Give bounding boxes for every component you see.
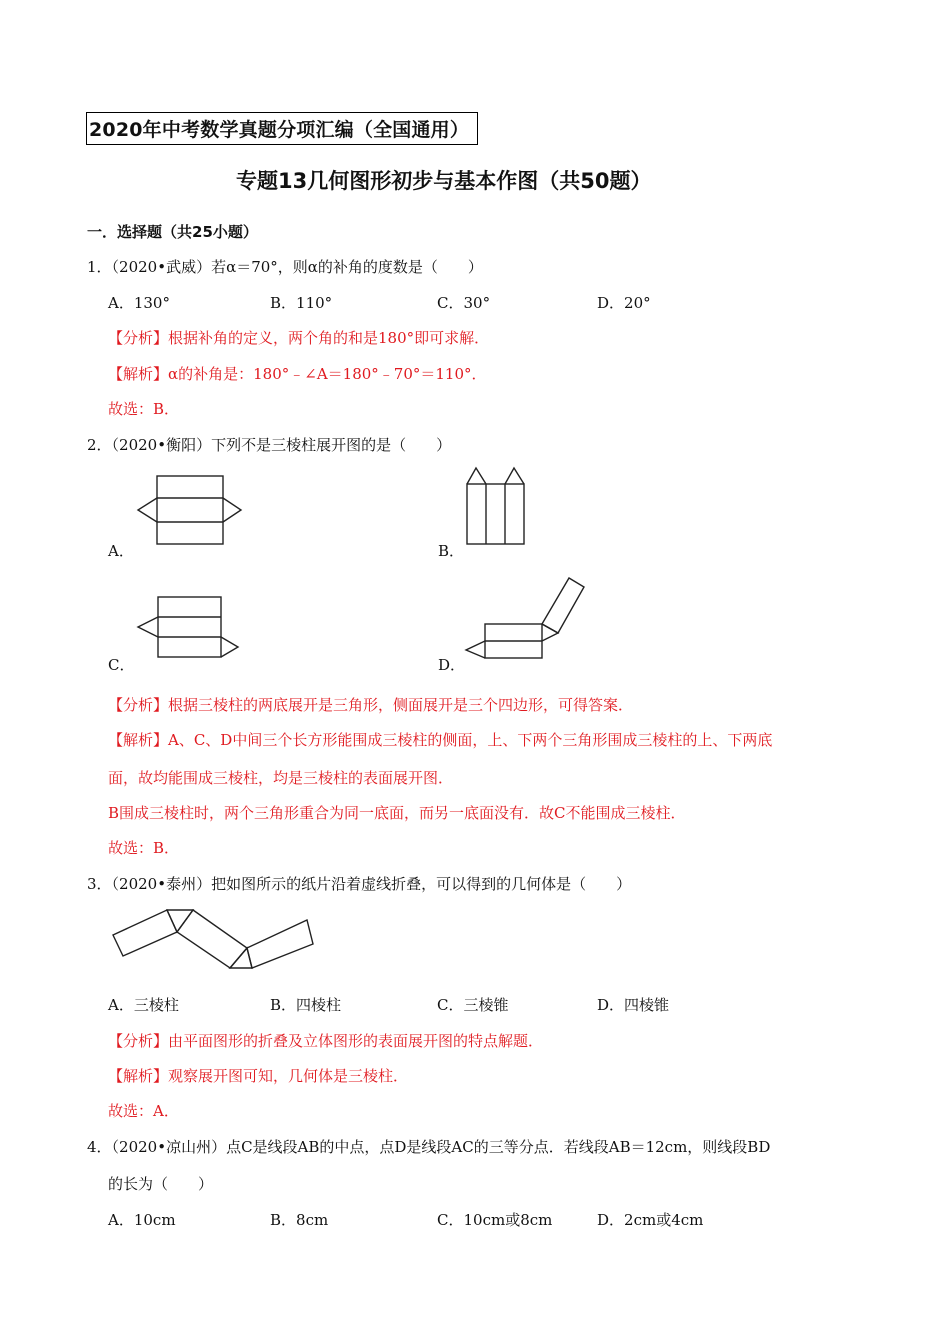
q2-analysis: 【分析】根据三棱柱的两底展开是三角形，侧面展开是三个四边形，可得答案． <box>108 696 634 714</box>
q4-stem-line2: 的长为（ ） <box>108 1175 214 1193</box>
q1-option-b: B．110° <box>270 294 333 312</box>
q2-option-b: B． <box>438 542 465 560</box>
q1-answer: 故选：B． <box>108 400 180 418</box>
q1-solution: 【解析】α的补角是：180°﹣∠A＝180°﹣70°＝110°． <box>108 365 487 383</box>
q2-option-d: D． <box>438 656 466 674</box>
q4-option-d: D．2cm或4cm <box>597 1211 704 1229</box>
q1-option-d: D．20° <box>597 294 651 312</box>
q3-analysis: 【分析】由平面图形的折叠及立体图形的表面展开图的特点解题． <box>108 1032 544 1050</box>
series-title: 2020年中考数学真题分项汇编（全国通用） <box>89 119 470 141</box>
q2-figure-c <box>130 590 250 670</box>
q2-solution-line3: B围成三棱柱时，两个三角形重合为同一底面，而另一底面没有．故C不能围成三棱柱． <box>108 804 686 822</box>
topic-title: 专题13几何图形初步与基本作图（共50题） <box>236 169 652 193</box>
q2-option-a: A． <box>108 542 134 560</box>
q3-option-a: A．三棱柱 <box>108 996 179 1014</box>
q3-folding-figure <box>105 902 325 982</box>
q3-option-c: C．三棱锥 <box>437 996 509 1014</box>
q3-answer: 故选：A． <box>108 1102 179 1120</box>
q4-option-c: C．10cm或8cm <box>437 1211 553 1229</box>
q1-option-a: A．130° <box>108 294 170 312</box>
q2-solution-line2: 面，故均能围成三棱柱，均是三棱柱的表面展开图． <box>108 769 454 787</box>
q2-figure-a <box>130 468 250 558</box>
q4-option-a: A．10cm <box>108 1211 176 1229</box>
q1-analysis: 【分析】根据补角的定义，两个角的和是180°即可求解． <box>108 329 490 347</box>
q2-solution-line1: 【解析】A、C、D中间三个长方形能围成三棱柱的侧面，上、下两个三角形围成三棱柱的上、下两底 <box>108 731 773 749</box>
q1-option-c: C．30° <box>437 294 491 312</box>
q3-solution: 【解析】观察展开图可知，几何体是三棱柱． <box>108 1067 409 1085</box>
q2-figure-d <box>460 570 600 670</box>
q1-stem: 1．（2020•武威）若α＝70°，则α的补角的度数是（ ） <box>87 258 483 276</box>
series-title-box <box>86 112 478 145</box>
section-heading: 一．选择题（共25小题） <box>87 223 258 241</box>
q4-stem-line1: 4．（2020•凉山州）点C是线段AB的中点，点D是线段AC的三等分点．若线段AB＝12cm，则线段BD <box>87 1138 771 1156</box>
q3-stem: 3．（2020•泰州）把如图所示的纸片沿着虚线折叠，可以得到的几何体是（ ） <box>87 875 632 893</box>
q2-answer: 故选：B． <box>108 839 180 857</box>
q2-option-c: C． <box>108 656 135 674</box>
q2-figure-b <box>458 462 538 552</box>
q3-option-b: B．四棱柱 <box>270 996 342 1014</box>
q3-option-d: D．四棱锥 <box>597 996 670 1014</box>
q4-option-b: B．8cm <box>270 1211 329 1229</box>
q2-stem: 2．（2020•衡阳）下列不是三棱柱展开图的是（ ） <box>87 436 452 454</box>
